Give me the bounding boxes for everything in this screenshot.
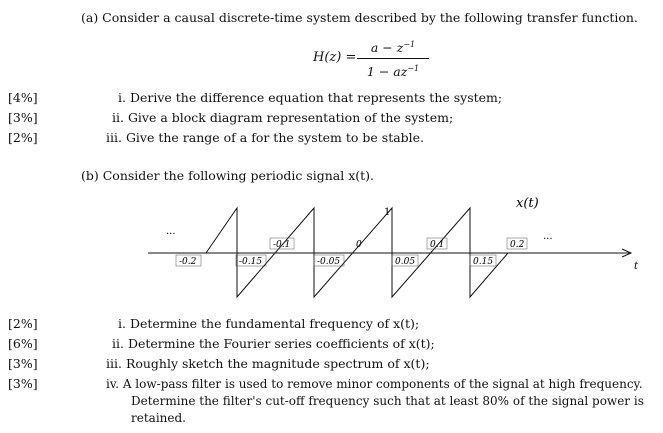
question-b-iv-line2: Determine the filter's cut-off frequency such that at least 80% of the signal power is (131, 394, 644, 408)
marks-b-iv: [3%] (8, 376, 38, 391)
question-a-iii: iii. Give the range of a for the system to be stable. (106, 130, 425, 145)
signal-label: x(t) (516, 196, 539, 211)
tick-label-0-2: 0.2 (510, 240, 525, 250)
tick-label-0-05: 0.05 (395, 257, 416, 267)
ellipsis-left: ... (166, 226, 176, 237)
axis-label-t: t (634, 261, 639, 272)
marks-b-i: [2%] (8, 316, 38, 331)
marks-a-iii: [2%] (8, 130, 38, 145)
question-b-iv-line3: retained. (131, 411, 186, 425)
amplitude-label: 1 (384, 207, 391, 218)
tick-label-neg-0-05: -0.05 (317, 257, 341, 267)
part-a-intro: (a) Consider a causal discrete-time system described by the following transfer function. (81, 10, 638, 25)
formula-denominator-exp: −1 (407, 64, 420, 73)
tick-label-neg-0-15: -0.15 (239, 257, 263, 267)
formula-lhs: H(z) = (313, 50, 357, 65)
tick-label-0-1: 0.1 (430, 240, 445, 250)
marks-b-ii: [6%] (8, 336, 38, 351)
tick-label-neg-0-2: -0.2 (179, 257, 197, 267)
question-b-iii: iii. Roughly sketch the magnitude spectrum of x(t); (106, 356, 430, 371)
formula-denominator-base: 1 − az (366, 64, 408, 79)
ellipsis-right: ... (543, 231, 553, 242)
question-a-ii: ii. Give a block diagram representation of the system; (112, 110, 454, 125)
formula-numerator-base: a − z (370, 40, 404, 55)
marks-a-ii: [3%] (8, 110, 38, 125)
question-b-i: i. Determine the fundamental frequency of x(t); (118, 316, 420, 331)
question-b-ii: ii. Determine the Fourier series coefficients of x(t); (112, 336, 435, 351)
tick-label-0-15: 0.15 (473, 257, 494, 267)
marks-b-iii: [3%] (8, 356, 38, 371)
question-b-iv-line1: iv. A low-pass filter is used to remove minor components of the signal at high frequency. (106, 377, 643, 391)
marks-a-i: [4%] (8, 90, 38, 105)
question-a-i: i. Derive the difference equation that represents the system; (118, 90, 503, 105)
tick-label-0: 0 (356, 240, 362, 250)
tick-label-neg-0-1: -0.1 (273, 240, 291, 250)
formula-numerator-exp: −1 (403, 40, 416, 49)
part-b-intro: (b) Consider the following periodic signal x(t). (81, 168, 375, 183)
